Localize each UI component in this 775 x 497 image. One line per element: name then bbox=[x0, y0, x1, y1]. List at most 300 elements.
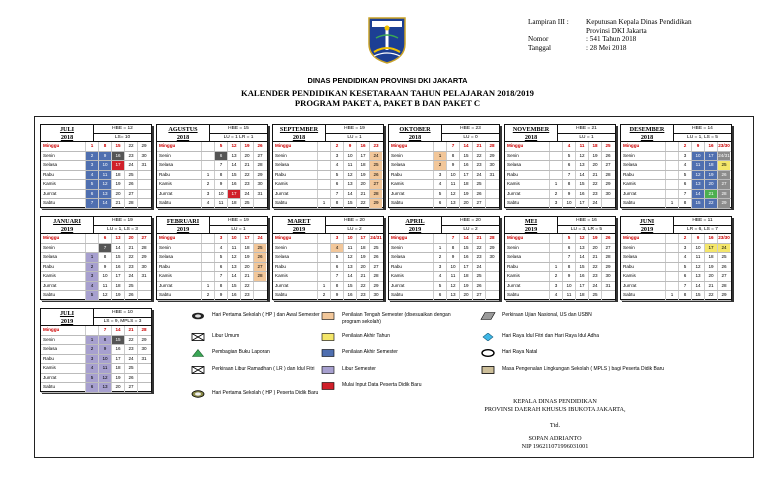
week-row bbox=[157, 272, 267, 282]
day-label: Senin bbox=[275, 244, 287, 250]
date-cell: 11 bbox=[691, 253, 704, 262]
week-row bbox=[273, 142, 383, 152]
date-cell: 7 bbox=[330, 272, 343, 281]
signature-name: SOPAN ADRIANTO bbox=[528, 435, 582, 443]
date-cell: 29 bbox=[485, 244, 498, 253]
date-cell: 1 bbox=[85, 336, 98, 345]
date-cell: 21 bbox=[704, 190, 717, 199]
date-cell: 17 bbox=[459, 171, 472, 180]
month-header bbox=[273, 217, 383, 234]
date-cell: 21 bbox=[472, 142, 485, 151]
date-cell: 13 bbox=[227, 263, 240, 272]
legend-text-input-data: Mulai Input Data Peserta Didik Baru bbox=[342, 382, 422, 388]
week-row bbox=[505, 152, 615, 162]
month-year: 2018 bbox=[60, 133, 74, 141]
date-cell: 14 bbox=[343, 190, 356, 199]
date-cell bbox=[665, 263, 678, 272]
week-row bbox=[41, 336, 151, 346]
date-cell: 10 bbox=[562, 199, 575, 208]
month-header bbox=[41, 217, 151, 234]
date-cell: 17 bbox=[227, 190, 240, 199]
date-cell: 4 bbox=[433, 272, 446, 281]
date-cell: 1 bbox=[433, 152, 446, 161]
week-row bbox=[41, 171, 151, 181]
month-name-text: JANUARI bbox=[53, 218, 81, 225]
day-label: Kamis bbox=[275, 181, 288, 186]
date-cell: 29 bbox=[137, 142, 150, 151]
month-hbe: HBE = 19 bbox=[326, 125, 383, 134]
day-label: Jum'at bbox=[275, 282, 289, 288]
date-cell: 29 bbox=[137, 336, 150, 345]
date-cell: 23 bbox=[369, 142, 382, 151]
day-label: Jum'at bbox=[623, 190, 637, 196]
calendar-title: KALENDER PENDIDIKAN KESETARAAN TAHUN PELAJARAN 2018/2019 bbox=[241, 88, 534, 98]
date-cell: 10 bbox=[227, 234, 240, 243]
week-row bbox=[621, 272, 731, 282]
week-row bbox=[157, 253, 267, 263]
red-box-icon bbox=[320, 382, 336, 390]
date-cell: 22 bbox=[588, 263, 601, 272]
week-row bbox=[621, 171, 731, 181]
month-calendar bbox=[388, 124, 500, 208]
date-cell: 24 bbox=[253, 234, 266, 243]
date-cell: 20 bbox=[588, 244, 601, 253]
date-cell: 2 bbox=[678, 142, 691, 151]
signature-ttd: Ttd. bbox=[549, 421, 561, 429]
week-row bbox=[505, 199, 615, 209]
day-label: Sabtu bbox=[507, 292, 520, 297]
date-cell: 5 bbox=[214, 142, 227, 151]
month-name bbox=[273, 125, 325, 141]
date-cell: 1 bbox=[85, 253, 98, 262]
date-cell: 24 bbox=[588, 282, 601, 291]
date-cell: 8 bbox=[678, 199, 691, 208]
date-cell: 14 bbox=[227, 272, 240, 281]
date-cell bbox=[317, 253, 330, 262]
week-row bbox=[505, 244, 615, 254]
week-row bbox=[41, 234, 151, 244]
date-cell bbox=[665, 244, 678, 253]
month-hbe: HBE = 20 bbox=[442, 217, 499, 226]
date-cell bbox=[201, 272, 214, 281]
week-row bbox=[505, 282, 615, 292]
date-cell: 18 bbox=[704, 253, 717, 262]
date-cell: 6 bbox=[214, 152, 227, 161]
date-cell: 28 bbox=[369, 272, 382, 281]
date-cell: 18 bbox=[459, 180, 472, 189]
lampiran-row-4 bbox=[528, 44, 768, 53]
date-cell: 29 bbox=[717, 199, 730, 208]
date-cell: 7 bbox=[330, 190, 343, 199]
ellipse-icon bbox=[480, 349, 496, 357]
parallelogram-icon bbox=[480, 312, 496, 320]
date-cell: 28 bbox=[137, 326, 150, 335]
date-cell: 4 bbox=[433, 180, 446, 189]
date-cell: 19 bbox=[111, 180, 124, 189]
date-cell: 3 bbox=[433, 263, 446, 272]
date-cell: 10 bbox=[691, 152, 704, 161]
date-cell: 24 bbox=[717, 244, 730, 253]
date-cell: 27 bbox=[369, 263, 382, 272]
month-lu: LU = 1 bbox=[347, 134, 362, 140]
date-cell: 18 bbox=[575, 291, 588, 300]
day-label: Rabu bbox=[391, 171, 402, 177]
calendar-subtitle: PROGRAM PAKET A, PAKET B DAN PAKET C bbox=[294, 98, 481, 108]
date-cell: 19 bbox=[588, 152, 601, 161]
day-label: Kamis bbox=[43, 365, 56, 370]
date-cell: 18 bbox=[227, 199, 240, 208]
month-name-text: DESEMBER bbox=[629, 126, 665, 133]
date-cell: 23 bbox=[588, 272, 601, 281]
month-hbe: HBE = 16 bbox=[558, 217, 615, 226]
date-cell: 10 bbox=[343, 234, 356, 243]
date-cell bbox=[549, 244, 562, 253]
week-row bbox=[621, 152, 731, 162]
month-calendar bbox=[272, 124, 384, 208]
date-cell: 22 bbox=[472, 152, 485, 161]
date-cell: 7 bbox=[98, 244, 111, 253]
date-cell: 26 bbox=[124, 180, 137, 189]
week-row bbox=[273, 272, 383, 282]
date-cell: 13 bbox=[227, 152, 240, 161]
month-name-text: MARET bbox=[287, 218, 311, 225]
month-name bbox=[505, 125, 557, 141]
date-cell: 9 bbox=[691, 234, 704, 243]
date-cell bbox=[137, 171, 150, 180]
month-name-text: APRIL bbox=[405, 218, 425, 225]
date-cell: 13 bbox=[111, 234, 124, 243]
date-cell bbox=[137, 190, 150, 199]
day-label: Jum'at bbox=[275, 190, 289, 196]
week-row bbox=[389, 199, 499, 209]
date-cell: 19 bbox=[704, 171, 717, 180]
date-cell: 3 bbox=[201, 190, 214, 199]
date-cell: 19 bbox=[356, 253, 369, 262]
date-cell: 22 bbox=[240, 171, 253, 180]
week-row bbox=[621, 199, 731, 209]
legend bbox=[190, 312, 750, 412]
day-label: Jum'at bbox=[391, 282, 405, 288]
date-cell: 25 bbox=[253, 244, 266, 253]
date-cell: 2 bbox=[201, 291, 214, 300]
week-row bbox=[273, 291, 383, 301]
month-info bbox=[673, 125, 731, 141]
date-cell: 9 bbox=[214, 180, 227, 189]
week-row bbox=[389, 161, 499, 171]
date-cell: 8 bbox=[446, 244, 459, 253]
month-name-text: FEBRUARI bbox=[166, 218, 200, 225]
date-cell: 21 bbox=[111, 199, 124, 208]
week-row bbox=[389, 171, 499, 181]
date-cell: 6 bbox=[330, 180, 343, 189]
date-cell: 19 bbox=[240, 253, 253, 262]
date-cell: 8 bbox=[562, 263, 575, 272]
month-info bbox=[209, 217, 267, 233]
day-label: Senin bbox=[43, 336, 55, 342]
date-cell: 13 bbox=[575, 244, 588, 253]
day-label: Selasa bbox=[275, 162, 290, 167]
date-cell bbox=[665, 234, 678, 243]
date-cell: 20 bbox=[704, 180, 717, 189]
date-cell: 24 bbox=[588, 199, 601, 208]
month-year: 2018 bbox=[640, 133, 654, 141]
legend-text-libur-umum: Libur Umum bbox=[212, 333, 240, 339]
date-cell: 27 bbox=[717, 180, 730, 189]
day-label: Senin bbox=[43, 244, 55, 250]
day-label: Kamis bbox=[43, 273, 56, 278]
date-cell: 4 bbox=[330, 161, 343, 170]
date-cell: 7 bbox=[85, 199, 98, 208]
date-cell: 23/30 bbox=[717, 234, 730, 243]
date-cell: 12 bbox=[446, 282, 459, 291]
date-cell bbox=[549, 253, 562, 262]
legend-item-pts bbox=[320, 312, 470, 325]
date-cell bbox=[665, 171, 678, 180]
date-cell: 31 bbox=[253, 190, 266, 199]
legend-text-pts: Penilaian Tengah Semester (disesuaikan dengan program sekolah) bbox=[342, 312, 451, 325]
day-label: Minggu bbox=[43, 327, 60, 332]
date-cell: 21 bbox=[240, 272, 253, 281]
date-cell: 11 bbox=[227, 244, 240, 253]
date-cell: 4 bbox=[214, 244, 227, 253]
date-cell: 28 bbox=[485, 142, 498, 151]
date-cell: 6 bbox=[678, 180, 691, 189]
month-info bbox=[325, 125, 383, 141]
date-cell: 1 bbox=[201, 171, 214, 180]
legend-text-idul-fitri: Hari Raya Idul Fitri dan Hari Raya Idul Adha bbox=[502, 333, 599, 339]
week-row bbox=[505, 180, 615, 190]
month-header bbox=[273, 125, 383, 142]
date-cell bbox=[317, 263, 330, 272]
date-cell: 10 bbox=[446, 171, 459, 180]
legend-text-libur-ramadhan: Perkiraan Libur Ramadhan ( LR ) dan Idul Fitri bbox=[212, 366, 315, 372]
date-cell bbox=[317, 272, 330, 281]
month-year: 2018 bbox=[292, 133, 306, 141]
date-cell: 6 bbox=[85, 383, 98, 392]
day-label: Selasa bbox=[507, 162, 522, 167]
date-cell: 11 bbox=[562, 291, 575, 300]
week-row bbox=[273, 171, 383, 181]
week-row bbox=[157, 171, 267, 181]
month-year: 2019 bbox=[408, 225, 422, 233]
date-cell: 7 bbox=[214, 272, 227, 281]
week-row bbox=[389, 142, 499, 152]
jakarta-crest-icon bbox=[366, 14, 408, 64]
signature-nip: NIP 196211071996031001 bbox=[521, 443, 589, 451]
month-year: 2019 bbox=[640, 225, 654, 233]
date-cell: 16 bbox=[343, 291, 356, 300]
date-cell: 29 bbox=[369, 282, 382, 291]
date-cell: 9 bbox=[446, 161, 459, 170]
date-cell: 7 bbox=[446, 142, 459, 151]
month-info bbox=[93, 309, 151, 325]
day-label: Minggu bbox=[623, 235, 640, 240]
date-cell: 11 bbox=[98, 282, 111, 291]
date-cell: 13 bbox=[446, 291, 459, 300]
date-cell: 25 bbox=[472, 272, 485, 281]
date-cell: 17 bbox=[111, 161, 124, 170]
month-header bbox=[157, 125, 267, 142]
date-cell: 31 bbox=[137, 272, 150, 281]
date-cell: 23 bbox=[588, 190, 601, 199]
legend-text-hps: Hari Pertama Sekolah ( HP ) dan Awal Semester bbox=[212, 312, 320, 318]
week-row bbox=[157, 161, 267, 171]
day-label: Selasa bbox=[391, 162, 406, 167]
week-row bbox=[273, 234, 383, 244]
date-cell: 24 bbox=[124, 272, 137, 281]
date-cell: 20 bbox=[588, 161, 601, 170]
month-year: 2018 bbox=[524, 133, 538, 141]
day-label: Minggu bbox=[391, 235, 408, 240]
date-cell bbox=[485, 190, 498, 199]
legend-item-hps-baru bbox=[190, 390, 340, 398]
hps-marker-icon bbox=[190, 312, 206, 320]
week-row bbox=[505, 142, 615, 152]
week-row bbox=[273, 263, 383, 273]
day-label: Selasa bbox=[391, 254, 406, 259]
day-label: Rabu bbox=[623, 263, 634, 269]
date-cell: 2 bbox=[85, 152, 98, 161]
date-cell: 30 bbox=[253, 180, 266, 189]
day-label: Rabu bbox=[507, 171, 518, 177]
date-cell: 1 bbox=[85, 142, 98, 151]
date-cell: 1 bbox=[317, 199, 330, 208]
date-cell: 5 bbox=[85, 180, 98, 189]
week-row bbox=[41, 345, 151, 355]
date-cell: 14 bbox=[111, 326, 124, 335]
date-cell: 2 bbox=[201, 180, 214, 189]
date-cell: 5 bbox=[330, 253, 343, 262]
date-cell: 29 bbox=[369, 199, 382, 208]
day-label: Minggu bbox=[391, 143, 408, 148]
date-cell: 30 bbox=[137, 345, 150, 354]
date-cell: 8 bbox=[98, 142, 111, 151]
month-calendar bbox=[620, 216, 732, 300]
date-cell: 27 bbox=[253, 152, 266, 161]
date-cell: 29 bbox=[601, 263, 614, 272]
date-cell: 5 bbox=[433, 282, 446, 291]
date-cell bbox=[665, 180, 678, 189]
date-cell: 10 bbox=[446, 263, 459, 272]
date-cell: 13 bbox=[575, 161, 588, 170]
date-cell: 3 bbox=[85, 272, 98, 281]
day-label: Sabtu bbox=[275, 200, 288, 205]
date-cell: 14 bbox=[98, 199, 111, 208]
month-hbe: HBE = 12 bbox=[94, 125, 151, 134]
day-label: Selasa bbox=[623, 254, 638, 259]
month-name-text: NOVEMBER bbox=[512, 126, 550, 133]
date-cell bbox=[485, 263, 498, 272]
week-row bbox=[621, 282, 731, 292]
date-cell: 9 bbox=[330, 291, 343, 300]
date-cell: 4 bbox=[330, 244, 343, 253]
date-cell: 3 bbox=[433, 171, 446, 180]
month-info bbox=[557, 217, 615, 233]
day-label: Senin bbox=[623, 152, 635, 158]
date-cell: 24 bbox=[240, 190, 253, 199]
date-cell bbox=[317, 180, 330, 189]
month-header bbox=[157, 217, 267, 234]
week-row bbox=[621, 253, 731, 263]
date-cell: 15 bbox=[575, 263, 588, 272]
date-cell: 24/31 bbox=[369, 234, 382, 243]
week-row bbox=[505, 190, 615, 200]
date-cell: 11 bbox=[575, 142, 588, 151]
week-row bbox=[157, 180, 267, 190]
date-cell: 23 bbox=[240, 180, 253, 189]
month-hbe: HBE = 19 bbox=[94, 217, 151, 226]
date-cell bbox=[85, 234, 98, 243]
date-cell bbox=[665, 152, 678, 161]
month-calendar bbox=[504, 124, 616, 208]
date-cell: 26 bbox=[601, 234, 614, 243]
date-cell: 1 bbox=[201, 282, 214, 291]
month-calendar bbox=[620, 124, 732, 208]
date-cell: 15 bbox=[691, 291, 704, 300]
day-label: Senin bbox=[159, 244, 171, 250]
date-cell bbox=[549, 171, 562, 180]
date-cell: 25 bbox=[124, 282, 137, 291]
week-row bbox=[505, 272, 615, 282]
date-cell: 14 bbox=[111, 244, 124, 253]
date-cell: 28 bbox=[485, 234, 498, 243]
week-row bbox=[621, 291, 731, 301]
date-cell: 5 bbox=[562, 234, 575, 243]
month-name bbox=[41, 125, 93, 141]
lampiran-key-4: Tanggal bbox=[528, 43, 552, 52]
date-cell: 26 bbox=[472, 282, 485, 291]
date-cell: 26 bbox=[472, 190, 485, 199]
date-cell: 14 bbox=[575, 171, 588, 180]
date-cell: 27 bbox=[124, 190, 137, 199]
week-row bbox=[505, 161, 615, 171]
date-cell: 23/30 bbox=[717, 142, 730, 151]
month-name bbox=[41, 217, 93, 233]
date-cell: 4 bbox=[562, 142, 575, 151]
date-cell: 12 bbox=[691, 263, 704, 272]
month-name bbox=[41, 309, 93, 325]
day-label: Jum'at bbox=[623, 282, 637, 288]
date-cell: 3 bbox=[330, 234, 343, 243]
month-year: 2019 bbox=[524, 225, 538, 233]
day-label: Minggu bbox=[159, 235, 176, 240]
date-cell: 11 bbox=[214, 199, 227, 208]
day-label: Kamis bbox=[159, 273, 172, 278]
date-cell: 22 bbox=[704, 291, 717, 300]
week-row bbox=[157, 263, 267, 273]
week-row bbox=[157, 244, 267, 254]
date-cell: 9 bbox=[214, 291, 227, 300]
legend-item-pas bbox=[320, 349, 470, 357]
date-cell bbox=[137, 383, 150, 392]
date-cell: 25 bbox=[124, 364, 137, 373]
week-row bbox=[389, 152, 499, 162]
date-cell: 28 bbox=[253, 161, 266, 170]
date-cell: 2 bbox=[549, 190, 562, 199]
day-label: Rabu bbox=[43, 355, 54, 361]
date-cell: 4 bbox=[85, 364, 98, 373]
date-cell: 28 bbox=[601, 171, 614, 180]
date-cell: 25 bbox=[472, 180, 485, 189]
day-label: Rabu bbox=[391, 263, 402, 269]
week-row bbox=[157, 152, 267, 162]
date-cell: 9 bbox=[98, 263, 111, 272]
date-cell: 6 bbox=[214, 263, 227, 272]
month-header bbox=[41, 125, 151, 142]
month-info bbox=[441, 125, 499, 141]
week-row bbox=[621, 234, 731, 244]
date-cell: 28 bbox=[717, 190, 730, 199]
